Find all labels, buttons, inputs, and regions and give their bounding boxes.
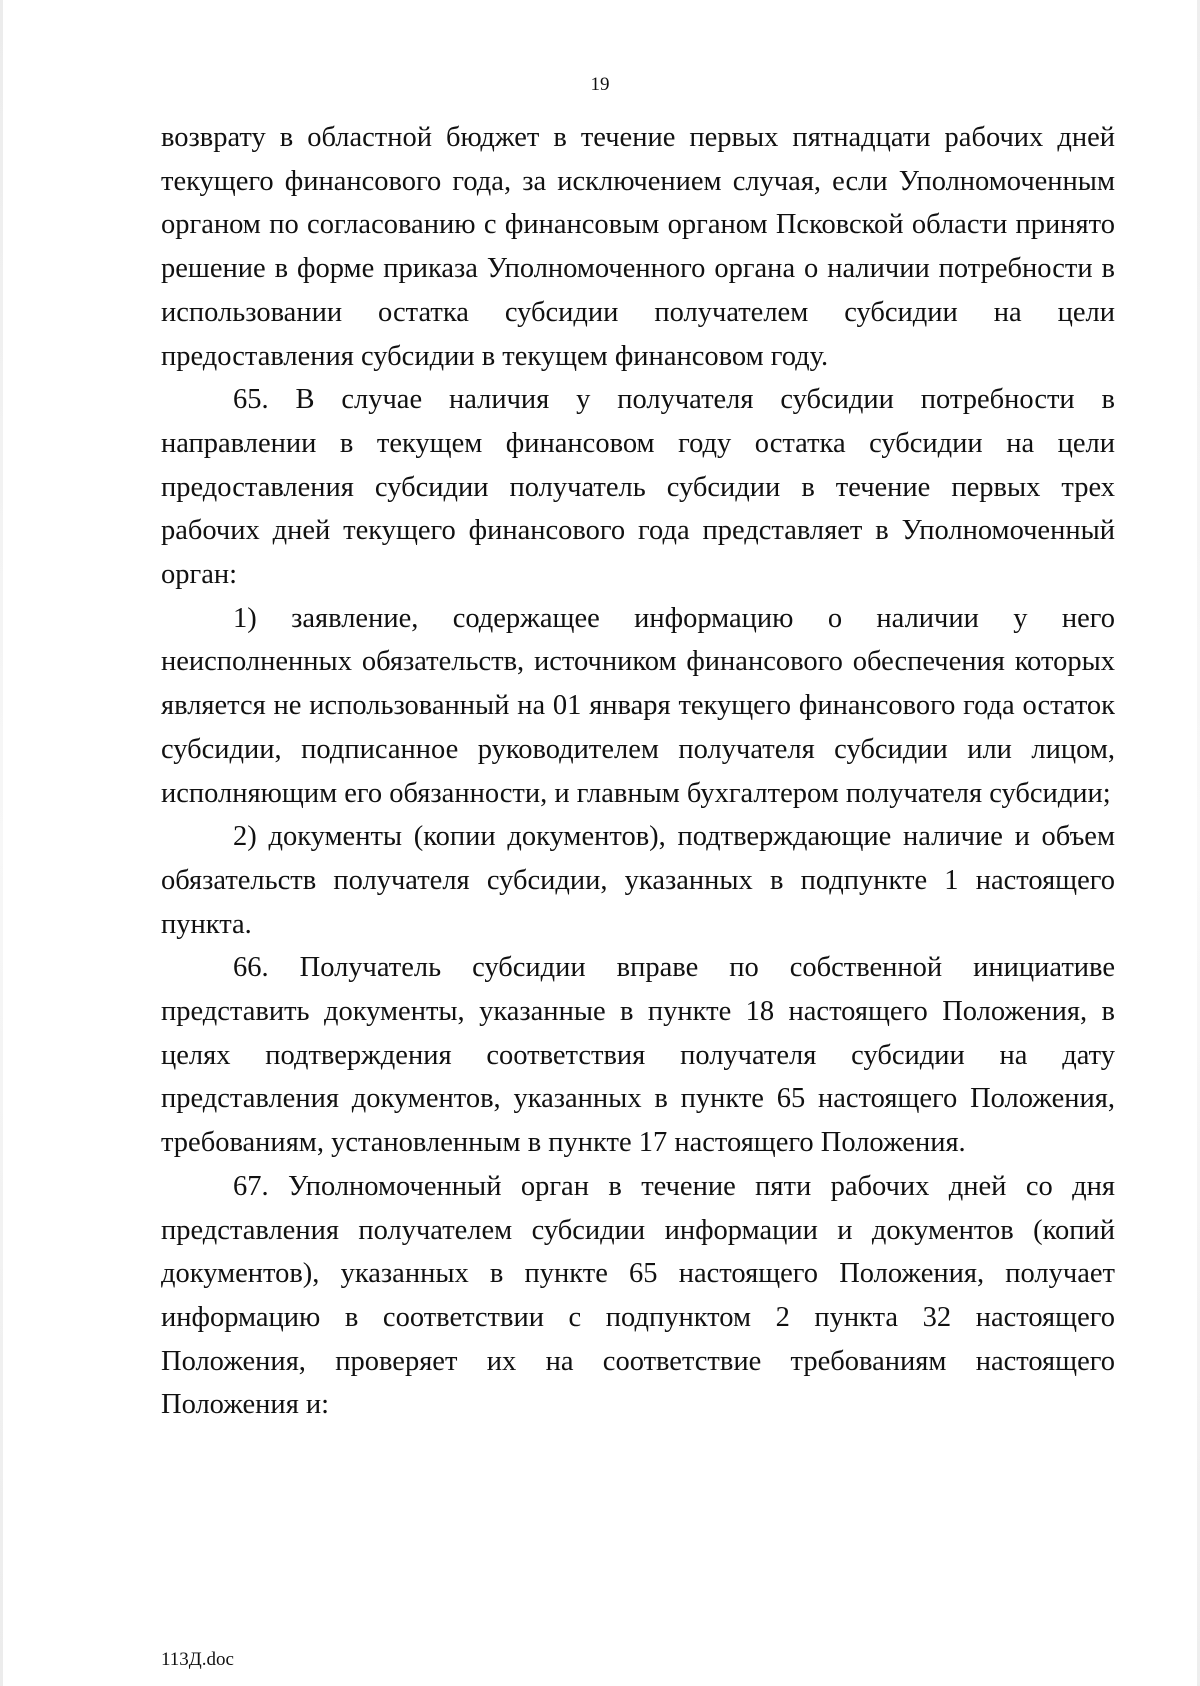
paragraph-item-65: 65. В случае наличия у получателя субсидии потребности в направлении в текущем финансовом году остатка субсидии на цели предоставления субсидии получатель субсидии в течение первых трех рабочих дней текущего финансового года представляет в Уполномоченный орган: — [161, 384, 1115, 591]
scan-edge-left — [0, 0, 3, 1686]
paragraph-item-66: 66. Получатель субсидии вправе по собственной инициативе представить документы, указанные в пункте 18 настоящего Положения, в целях подтверждения соответствия получателя субсидии на дату представления документов, указанных в пункте 65 настоящего Положения, требованиям, установленным в пункте 17 настоящего Положения. — [161, 952, 1115, 1159]
page-number: 19 — [590, 74, 610, 95]
footer-filename: 113Д.doc — [161, 1649, 234, 1670]
document-body — [161, 116, 1115, 1427]
paragraph-continuation: возврату в областной бюджет в течение первых пятнадцати рабочих дней текущего финансового года, за исключением случая, если Уполномоченным органом по согласованию с финансовым органом Псковской области принято решение в форме приказа Уполномоченного органа о наличии потребности в использовании остатка субсидии получателем субсидии на цели предоставления субсидии в текущем финансовом году. — [161, 122, 1115, 372]
paragraph-subitem-2: 2) документы (копии документов), подтверждающие наличие и объем обязательств получателя субсидии, указанных в подпункте 1 настоящего пункта. — [161, 821, 1115, 940]
paragraph-item-67: 67. Уполномоченный орган в течение пяти рабочих дней со дня представления получателем субсидии информации и документов (копий документов), указанных в пункте 65 настоящего Положения, получает информацию в соответствии с подпунктом 2 пункта 32 настоящего Положения, проверяет их на соответствие требованиям настоящего Положения и: — [161, 1170, 1115, 1421]
paragraph-subitem-1: 1) заявление, содержащее информацию о наличии у него неисполненных обязательств, источником финансового обеспечения которых является не использованный на 01 января текущего финансового года остаток субсидии, подписанное руководителем получателя субсидии или лицом, исполняющим его обязанности, и главным бухгалтером получателя субсидии; — [161, 602, 1115, 809]
